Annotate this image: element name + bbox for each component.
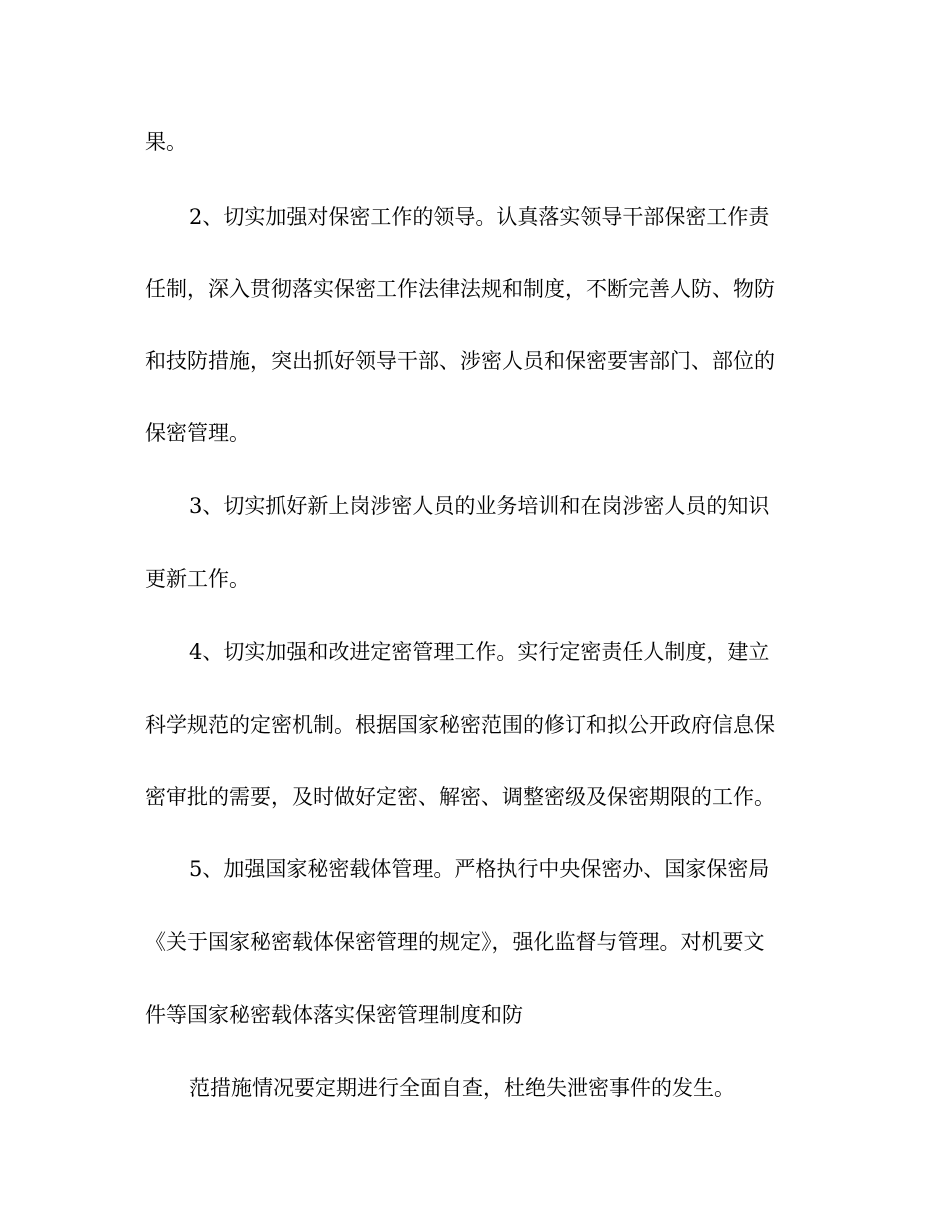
text-line: 任制，深入贯彻落实保密工作法律法规和制度，不断完善人防、物防: [145, 277, 775, 301]
text-line: 3、切实抓好新上岗涉密人员的业务培训和在岗涉密人员的知识: [189, 494, 770, 518]
text-line: 4、切实加强和改进定密管理工作。实行定密责任人制度，建立: [189, 640, 770, 664]
text-line: 密审批的需要，及时做好定密、解密、调整密级及保密期限的工作。: [145, 785, 775, 809]
text-line: 果。: [145, 130, 187, 154]
text-line: 保密管理。: [145, 421, 250, 445]
text-line: 范措施情况要定期进行全面自查，杜绝失泄密事件的发生。: [189, 1076, 735, 1100]
text-line: 科学规范的定密机制。根据国家秘密范围的修订和拟公开政府信息保: [145, 713, 775, 737]
text-line: 更新工作。: [145, 567, 250, 591]
text-line: 件等国家秘密载体落实保密管理制度和防: [145, 1003, 523, 1027]
text-line: 2、切实加强对保密工作的领导。认真落实领导干部保密工作责: [189, 205, 770, 229]
text-line: 和技防措施，突出抓好领导干部、涉密人员和保密要害部门、部位的: [145, 349, 775, 373]
text-line: 《关于国家秘密载体保密管理的规定》，强化监督与管理。对机要文: [145, 930, 765, 954]
text-line: 5、加强国家秘密载体管理。严格执行中央保密办、国家保密局: [189, 857, 770, 881]
